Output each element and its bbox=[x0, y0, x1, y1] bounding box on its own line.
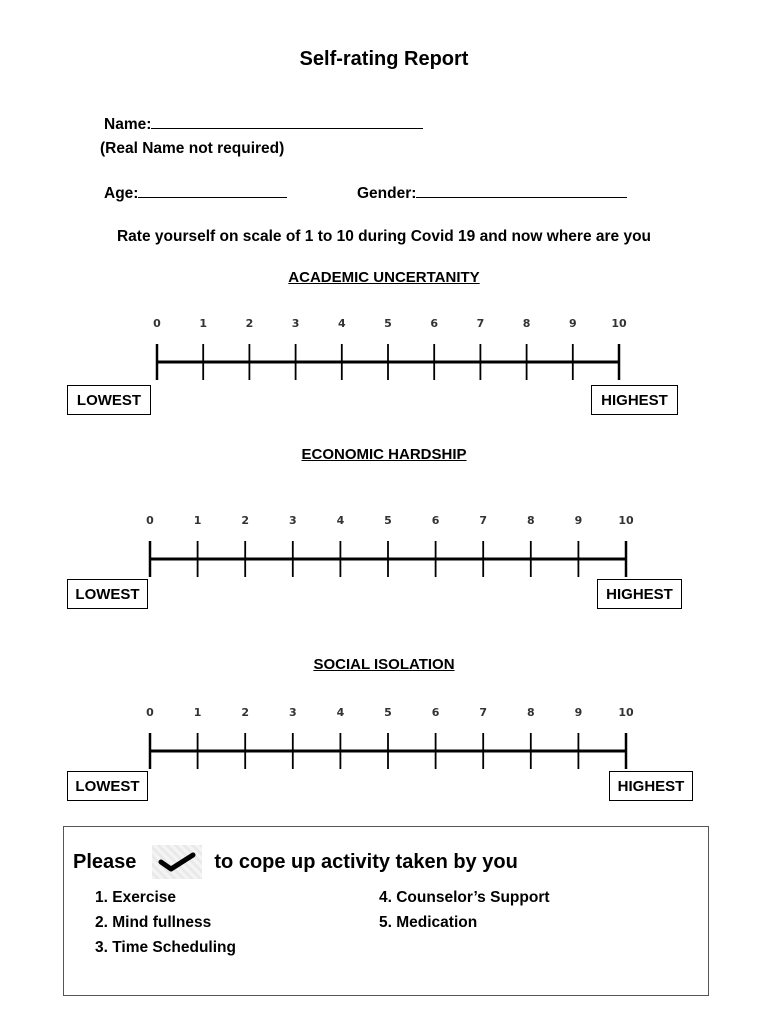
scale-tick-label: 7 bbox=[476, 317, 485, 330]
scale-tick-label: 1 bbox=[193, 514, 202, 527]
activity-list-right bbox=[379, 889, 550, 939]
highest-label-box: HIGHEST bbox=[597, 579, 682, 609]
scale-tick-label: 5 bbox=[384, 317, 392, 330]
scale-tick-label: 1 bbox=[193, 706, 202, 719]
rating-scale-social[interactable] bbox=[146, 703, 634, 775]
lowest-label-box: LOWEST bbox=[67, 579, 148, 609]
heading-rest: to cope up activity taken by you bbox=[214, 850, 518, 873]
gender-label: Gender: bbox=[357, 185, 417, 202]
gender-row bbox=[357, 183, 627, 203]
lowest-label-box: LOWEST bbox=[67, 385, 151, 415]
scale-tick-label: 3 bbox=[288, 706, 297, 719]
scale-tick-label: 7 bbox=[479, 706, 488, 719]
lowest-label-box: LOWEST bbox=[67, 771, 148, 801]
scale-tick-label: 10 bbox=[611, 317, 627, 330]
scale-tick-label: 6 bbox=[431, 706, 440, 719]
highest-label-box: HIGHEST bbox=[591, 385, 678, 415]
instruction: Rate yourself on scale of 1 to 10 during Covid 19 and now where are you bbox=[116, 228, 652, 245]
scale-tick-label: 8 bbox=[526, 706, 535, 719]
scale-tick-label: 0 bbox=[153, 317, 161, 330]
scale-tick-label: 3 bbox=[291, 317, 300, 330]
name-note: (Real Name not required) bbox=[100, 140, 285, 157]
scale-tick-label: 4 bbox=[336, 514, 345, 527]
page-title: Self-rating Report bbox=[299, 48, 469, 70]
please-text: Please bbox=[73, 850, 137, 873]
activity-item[interactable]: 5. Medication bbox=[379, 914, 478, 931]
scale-svg bbox=[146, 511, 634, 583]
activity-item[interactable]: 3. Time Scheduling bbox=[95, 939, 236, 956]
scale-tick-label: 6 bbox=[431, 514, 440, 527]
coping-heading bbox=[73, 845, 518, 879]
scale-tick-label: 10 bbox=[618, 514, 634, 527]
scale-svg bbox=[146, 703, 634, 775]
scale-tick-label: 1 bbox=[199, 317, 208, 330]
highest-label-box: HIGHEST bbox=[609, 771, 693, 801]
activity-item[interactable]: 4. Counselor’s Support bbox=[379, 889, 550, 906]
coping-activities-box bbox=[63, 826, 709, 996]
scale-tick-label: 8 bbox=[522, 317, 531, 330]
scale-tick-label: 4 bbox=[336, 706, 345, 719]
gender-blank[interactable] bbox=[416, 183, 627, 198]
scale-tick-label: 5 bbox=[384, 514, 392, 527]
scale-tick-label: 9 bbox=[574, 706, 583, 719]
age-row bbox=[104, 183, 287, 203]
scale-tick-label: 2 bbox=[245, 317, 254, 330]
section-title-social: SOCIAL ISOLATION bbox=[313, 656, 455, 673]
section-title-economic: ECONOMIC HARDSHIP bbox=[301, 446, 467, 463]
scale-tick-label: 4 bbox=[337, 317, 346, 330]
scale-tick-label: 5 bbox=[384, 706, 392, 719]
name-blank[interactable] bbox=[151, 114, 423, 129]
activity-item[interactable]: 1. Exercise bbox=[95, 889, 177, 906]
scale-tick-label: 2 bbox=[241, 514, 250, 527]
scale-tick-label: 6 bbox=[430, 317, 439, 330]
section-title-academic: ACADEMIC UNCERTANITY bbox=[288, 269, 480, 286]
activity-list-left bbox=[95, 889, 236, 964]
check-icon bbox=[152, 845, 202, 879]
scale-tick-label: 2 bbox=[241, 706, 250, 719]
scale-svg bbox=[153, 314, 627, 384]
rating-scale-economic[interactable] bbox=[146, 511, 634, 583]
scale-tick-label: 10 bbox=[618, 706, 634, 719]
scale-tick-label: 9 bbox=[568, 317, 577, 330]
scale-tick-label: 8 bbox=[526, 514, 535, 527]
scale-tick-label: 0 bbox=[146, 706, 154, 719]
scale-tick-label: 7 bbox=[479, 514, 488, 527]
scale-tick-label: 0 bbox=[146, 514, 154, 527]
age-blank[interactable] bbox=[138, 183, 287, 198]
scale-tick-label: 3 bbox=[288, 514, 297, 527]
name-row bbox=[104, 114, 423, 134]
activity-item[interactable]: 2. Mind fullness bbox=[95, 914, 212, 931]
age-label: Age: bbox=[104, 185, 139, 202]
rating-scale-academic[interactable] bbox=[153, 314, 627, 384]
scale-tick-label: 9 bbox=[574, 514, 583, 527]
name-label: Name: bbox=[104, 116, 152, 133]
